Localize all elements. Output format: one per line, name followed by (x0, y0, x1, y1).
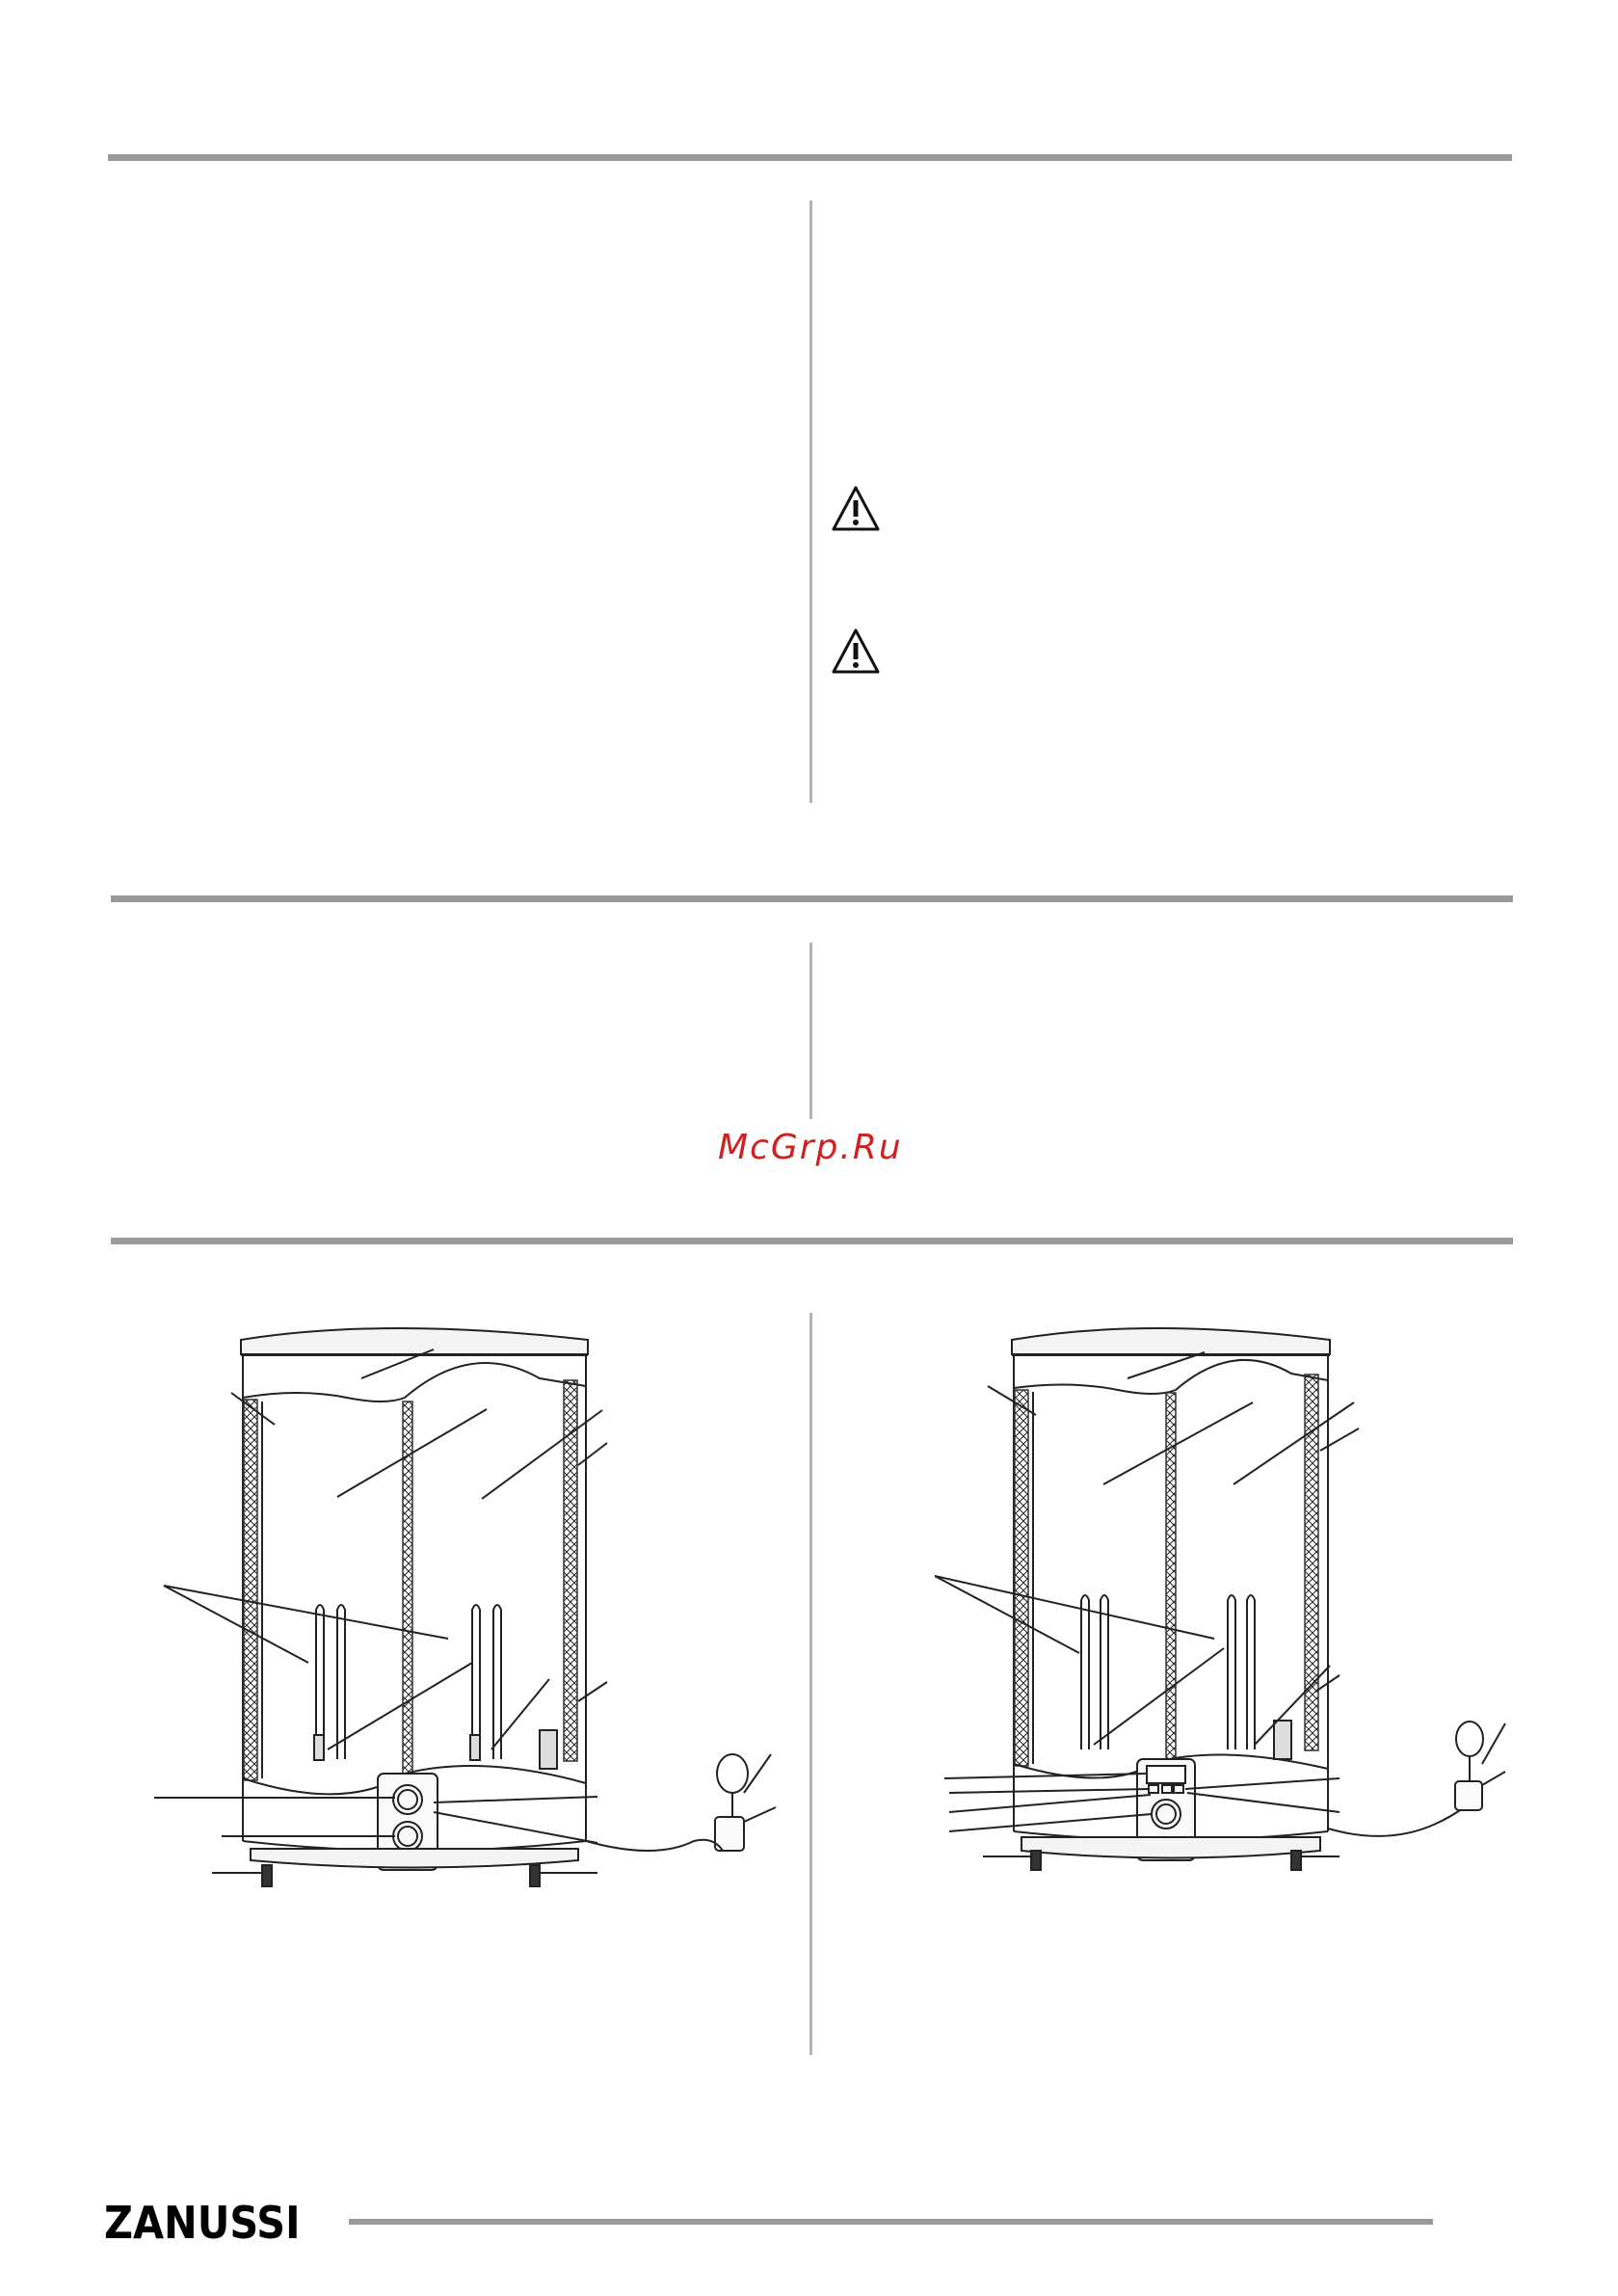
column-separator-3 (809, 1313, 812, 2055)
column-separator-1 (809, 200, 812, 803)
footer-rule (349, 2219, 1433, 2225)
water-heater-diagram-digital-display (935, 1321, 1513, 1986)
zanussi-logo: ZANUSSI (104, 2197, 301, 2249)
warning-triangle-icon (831, 627, 881, 676)
section-divider-lower (111, 1238, 1513, 1244)
section-divider-top (108, 154, 1512, 161)
watermark-text: McGrp.Ru (718, 1128, 903, 1167)
water-heater-diagram-two-knobs (154, 1321, 790, 1986)
section-divider-middle (111, 895, 1513, 902)
column-separator-2 (809, 943, 812, 1119)
warning-triangle-icon (831, 485, 881, 533)
